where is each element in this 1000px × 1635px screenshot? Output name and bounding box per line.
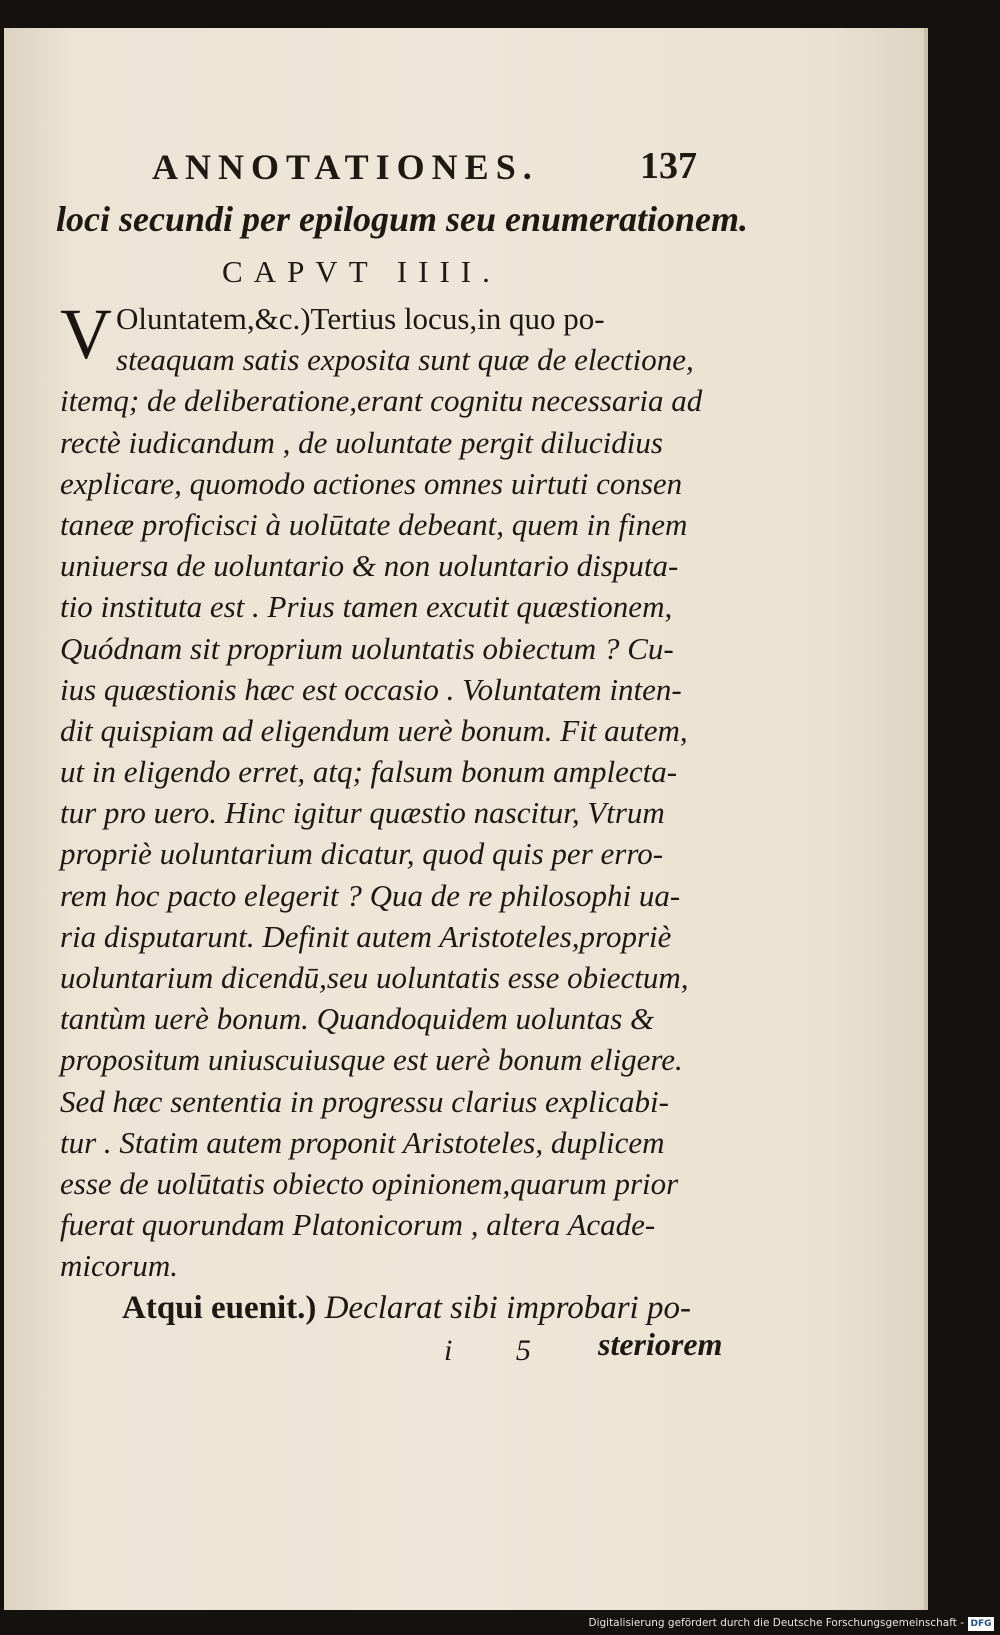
text-line: ria disputarunt. Definit autem Aristoteles,propriè	[60, 918, 672, 954]
text-line: rem hoc pacto elegerit ? Qua de re philosophi ua-	[60, 877, 681, 913]
footer-credit: Digitalisierung gefördert durch die Deutsche Forschungsgemeinschaft -	[588, 1617, 964, 1629]
text-line: esse de uolūtatis obiecto opinionem,quarum prior	[60, 1165, 679, 1201]
text-line: Quódnam sit proprium uoluntatis obiectum ? Cu-	[60, 630, 674, 666]
text-line: uniuersa de uoluntario & non uoluntario disputa-	[60, 548, 679, 584]
signature-mark: i 5	[444, 1334, 559, 1367]
text-line: propriè uoluntarium dicatur, quod quis per erro-	[60, 836, 664, 872]
text-line: tantùm uerè bonum. Quandoquidem uoluntas &	[60, 1001, 655, 1037]
text-line: dit quispiam ad eligendum uerè bonum. Fit autem,	[60, 712, 688, 748]
running-head	[4, 146, 744, 196]
lemma-line	[122, 1290, 691, 1327]
text-line: micorum.	[60, 1248, 178, 1284]
running-title: ANNOTATIONES.	[152, 147, 539, 187]
text-line: ut in eligendo erret, atq; falsum bonum amplecta-	[60, 754, 678, 790]
text-line: rectè iudicandum , de uoluntate pergit dilucidius	[60, 424, 663, 460]
book-page	[4, 28, 928, 1610]
text-line: taneæ proficisci à uolūtate debeant, quem in finem	[60, 506, 688, 542]
text-line: explicare, quomodo actiones omnes uirtuti consen	[60, 465, 683, 501]
lemma-head: Atqui euenit.)	[122, 1290, 317, 1326]
text-line: tur pro uero. Hinc igitur quæstio nascitur, Vtrum	[60, 795, 665, 831]
drop-cap: V	[60, 294, 112, 374]
lemma-text: Declarat sibi improbari po-	[324, 1290, 691, 1326]
text-line: Sed hæc sententia in progressu clarius explicabi-	[60, 1083, 669, 1119]
dfg-logo-icon: DFG	[968, 1617, 994, 1631]
text-line: uoluntarium dicendū,seu uoluntatis esse obiectum,	[60, 960, 689, 995]
text-line: itemq; de deliberatione,erant cognitu necessaria ad	[60, 383, 703, 419]
text-line: Oluntatem,&c.)Tertius locus,in quo po-	[116, 301, 605, 336]
text-line: ius quæstionis hæc est occasio . Voluntatem inten-	[60, 671, 682, 707]
chapter-heading: CAPVT IIII.	[222, 254, 501, 289]
text-line: steaquam satis exposita sunt quæ de electione,	[116, 342, 694, 378]
page-number: 137	[640, 145, 697, 187]
body-text	[60, 294, 720, 1287]
digitization-footer	[0, 1614, 1000, 1635]
text-line: propositum uniuscuiusque est uerè bonum eligere.	[60, 1042, 683, 1078]
section-subtitle: loci secundi per epilogum seu enumerationem.	[56, 199, 749, 239]
catchword: steriorem	[598, 1326, 723, 1362]
text-line: fuerat quorundam Platonicorum , altera Acade-	[60, 1207, 656, 1243]
text-line: tur . Statim autem proponit Aristoteles, duplicem	[60, 1124, 665, 1160]
text-line: tio instituta est . Prius tamen excutit quæstionem,	[60, 589, 673, 625]
